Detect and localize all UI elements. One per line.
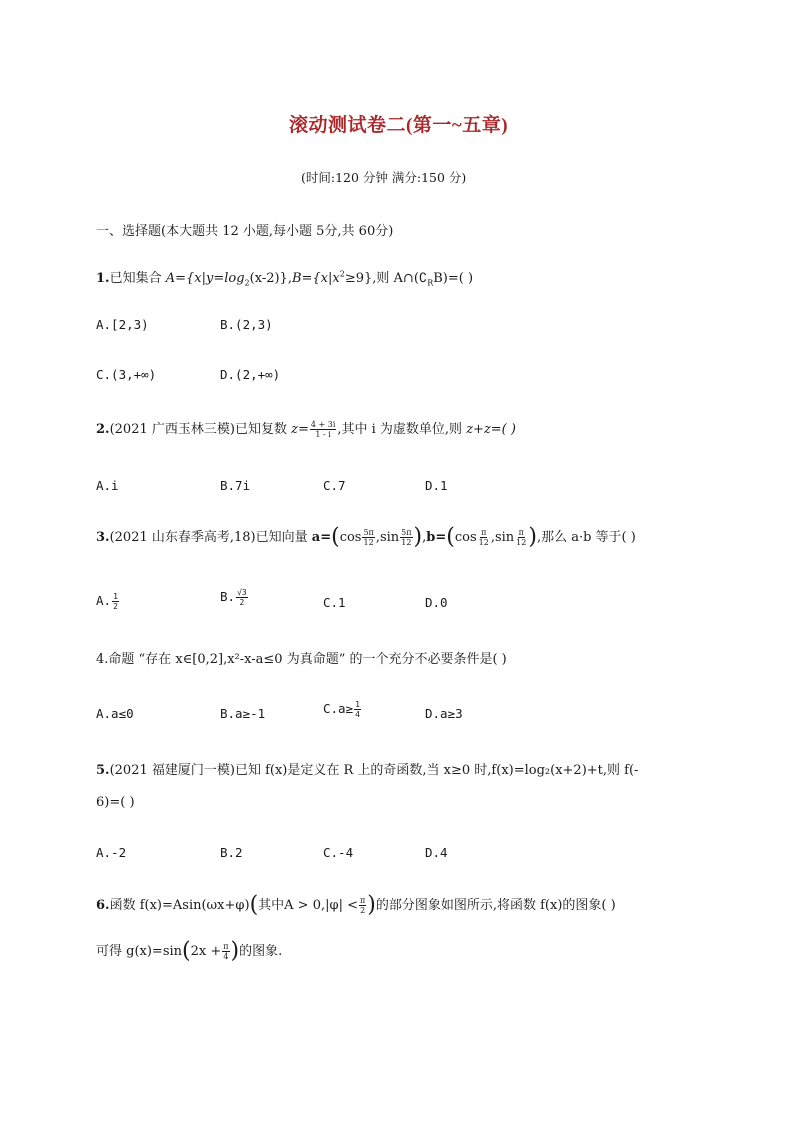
q2-option-c: C.7 (323, 478, 346, 493)
q1-tail: A∩( (393, 271, 419, 286)
q1-exponent: 2 (339, 269, 345, 279)
q3-frac-5pi12 (400, 528, 412, 547)
q1-option-d: D.(2,+∞) (220, 367, 281, 382)
q2-option-d: D.1 (425, 478, 448, 493)
q4-option-c-label: C.a≥ (323, 701, 354, 716)
q2-fraction (310, 420, 337, 439)
q5-option-b: B.2 (220, 845, 243, 860)
q2-option-b: B.7i (220, 478, 251, 493)
frac-num: 1 (355, 700, 360, 709)
frac-den: 4 (355, 710, 360, 719)
question-number: 1. (96, 271, 110, 286)
q6-frac-pi4 (222, 942, 229, 961)
q1-log-base: 2 (244, 278, 250, 288)
q3-option-b-frac (236, 588, 248, 607)
q3-option-b (220, 588, 249, 607)
q4-option-d: D.a≥3 (425, 706, 463, 721)
question-number: 2. (96, 422, 110, 437)
q1-tail-end: B)=( ) (433, 271, 474, 286)
left-paren: ( (331, 524, 340, 550)
q3-frac-num: 5π (401, 528, 412, 537)
q3-option-c: C.1 (323, 595, 346, 610)
frac-num: 1 (113, 592, 118, 601)
right-paren: ) (528, 524, 537, 550)
q6-text: 函数 f(x)=Asin(ωx+φ) (109, 898, 250, 913)
q6-line-2-tail: 的图象. (239, 944, 283, 959)
q3-frac-den: 12 (516, 538, 527, 547)
frac-den: 2 (113, 602, 118, 611)
frac-num: π (223, 942, 229, 951)
q6-inner: 2x + (190, 944, 222, 959)
q2-z: z= (291, 422, 309, 437)
q3-frac-5pi12 (362, 528, 374, 547)
q3-cos: cos (454, 530, 477, 545)
question-number: 5. (96, 763, 110, 778)
question-3: 3.(2021 山东春季高考,18)已知向量 a=(cos $\frac{5\pi}{12}$ ,sin $\frac{5\pi}{12}$ ),b=(cos $\frac{\pi}{12}$ ,sin $\frac{\pi}{12}$ ),那么 a·b 等于( ) (96, 524, 636, 550)
q3-frac-num: 5π (363, 528, 374, 537)
q4-option-c-frac (354, 700, 361, 719)
page-title: 滚动测试卷二(第一~五章) (289, 115, 509, 136)
q3-frac-den: 12 (401, 538, 412, 547)
q3-frac-num: π (481, 528, 487, 537)
question-6 (96, 894, 616, 917)
q3-frac-den: 12 (363, 538, 374, 547)
q4-option-c (323, 700, 362, 719)
frac-den: 4 (223, 952, 229, 961)
q5-option-c: C.-4 (323, 845, 354, 860)
question-5 (96, 759, 638, 778)
q3-option-d: D.0 (425, 595, 448, 610)
q3-frac-num: π (518, 528, 524, 537)
exam-info: (时间:120 分钟 满分:150 分) (301, 170, 467, 185)
q3-option-b-label: B. (220, 589, 236, 604)
frac-den: 2 (360, 906, 366, 915)
frac-den: 2 (239, 598, 245, 607)
q3-frac-den: 12 (478, 538, 489, 547)
question-number: 3. (96, 530, 110, 545)
q6-tail: 的部分图象如图所示,将函数 f(x)的图象( ) (375, 898, 616, 913)
q3-option-a-frac (112, 592, 119, 611)
q3-vector-a: a= (311, 530, 332, 545)
q3-frac-pi12 (478, 528, 490, 547)
q5-line-1: (2021 福建厦门一模)已知 f(x)是定义在 R 上的奇函数,当 x≥0 时,f(x)=log₂(x+2)+t,则 f(- (109, 763, 639, 778)
q3-text: (2021 山东春季高考,18)已知向量 (109, 530, 308, 545)
q3-option-a-label: A. (96, 593, 112, 608)
q2-text: (2021 广西玉林三模)已知复数 (109, 422, 287, 437)
q2-fraction-num: 4 + 3i (310, 420, 336, 429)
question-2 (96, 418, 516, 439)
frac-num: √3 (237, 588, 247, 597)
right-paren: ) (367, 892, 376, 918)
q3-tail: ,那么 a·b 等于( ) (536, 530, 636, 545)
q6-frac-pi2 (359, 896, 366, 915)
q6-line-2 (96, 940, 282, 963)
right-paren: ) (413, 524, 423, 550)
q1-set-b: B={x|x (291, 271, 340, 286)
q4-option-b: B.a≥-1 (220, 706, 266, 721)
q2-tail: z+z=( ) (466, 422, 516, 437)
question-1 (96, 267, 473, 288)
q3-sin: sin (494, 530, 515, 545)
q5-option-a: A.-2 (96, 845, 127, 860)
left-paren: ( (182, 938, 191, 964)
q2-option-a: A.i (96, 478, 119, 493)
q3-option-a (96, 592, 120, 611)
q2-mid: ,其中 i 为虚数单位,则 (337, 422, 463, 437)
right-paren: ) (230, 938, 240, 964)
complement-icon: $∁_R$ (418, 271, 434, 288)
q1-text: 已知集合 (109, 271, 162, 286)
q1-set-b-end: ≥9},则 (344, 271, 390, 286)
q3-frac-pi12 (515, 528, 527, 547)
q1-set-a-end: (x-2)}, (249, 271, 292, 286)
left-paren: ( (446, 524, 455, 550)
q4-option-a: A.a≤0 (96, 706, 134, 721)
q3-sin: sin (379, 530, 400, 545)
question-4 (96, 648, 507, 667)
frac-num: π (360, 896, 366, 905)
q4-text: 命题 “存在 x∈[0,2],x²-x-a≤0 为真命题” 的一个充分不必要条件是( ) (108, 652, 507, 667)
q5-option-d: D.4 (425, 845, 448, 860)
q1-option-b: B.(2,3) (220, 317, 273, 332)
left-paren: ( (249, 892, 259, 918)
section-heading: 一、选择题(本大题共 12 小题,每小题 5分,共 60分) (96, 224, 394, 239)
q3-vector-b: b= (426, 530, 447, 545)
q5-line-2: 6)=( ) (96, 795, 135, 810)
q1-option-a: A.[2,3) (96, 317, 149, 332)
q2-fraction-den: 1 - i (315, 430, 331, 439)
q6-condition: 其中A > 0,|φ| < (258, 898, 358, 913)
q1-set-a: A={x|y=log (165, 271, 245, 286)
q1-option-c: C.(3,+∞) (96, 367, 157, 382)
question-number: 4. (96, 652, 109, 667)
question-number: 6. (96, 898, 110, 913)
q3-cos: cos (339, 530, 362, 545)
q6-line-2-text: 可得 g(x)=sin (96, 944, 183, 959)
